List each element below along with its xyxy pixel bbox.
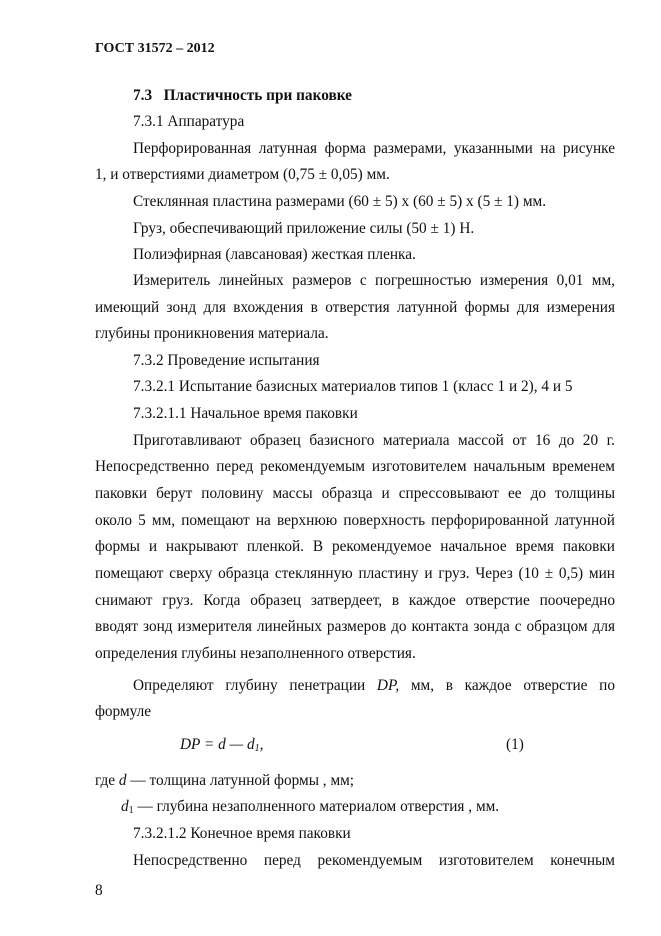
subsection-heading: 7.3.2 Проведение испытания xyxy=(133,352,320,369)
formula: DP = d — $d_1$, xyxy=(180,736,264,754)
paragraph-line: Непосредственно перед рекомендуемым изготовителем конечным xyxy=(133,852,615,869)
section-heading xyxy=(133,87,352,105)
subsection-heading: 7.3.2.1.2 Конечное время паковки xyxy=(133,825,351,842)
paragraph-line: Полиэфирная (лавсановая) жесткая пленка. xyxy=(133,246,416,263)
paragraph-line: Груз, обеспечивающий приложение силы (50 ± 1) Н. xyxy=(133,220,475,237)
paragraph-line: Приготавливают образец базисного материала массой от 16 до 20 г. xyxy=(133,432,615,449)
paragraph-line: 1, и отверстиями диаметром (0,75 ± 0,05) мм. xyxy=(95,166,390,183)
paragraph-line: имеющий зонд для вхождения в отверстия латунной формы для измерения xyxy=(95,299,615,316)
section-title: Пластичность при паковке xyxy=(163,87,352,104)
paragraph-line: вводят зонд измерителя линейных размеров до контакта зонда с образцом для xyxy=(95,618,615,635)
paragraph-line: формы и накрывают пленкой. В рекомендуемое начальное время паковки xyxy=(95,538,615,555)
paragraph-line: Непосредственно перед рекомендуемым изготовителем начальным временем xyxy=(95,458,615,475)
paragraph-line: определения глубины незаполненного отверстия. xyxy=(95,645,416,662)
paragraph-line: около 5 мм, помещают на верхнюю поверхность перфорированной латунной xyxy=(95,512,615,529)
where-line: где d — толщина латунной формы , мм; xyxy=(95,772,355,789)
where-line: $d_1$ — глубина незаполненного материалом отверстия , мм. xyxy=(121,798,500,816)
paragraph-line: Стеклянная пластина размерами (60 ± 5) x (60 ± 5) x (5 ± 1) мм. xyxy=(133,193,547,210)
section-number: 7.3 xyxy=(133,87,153,104)
paragraph-line: формуле xyxy=(95,703,152,720)
paragraph-line: паковки берут половину массы образца и спрессовывают ее до толщины xyxy=(95,485,615,502)
variable-dp: DP, xyxy=(376,677,400,694)
paragraph-line: глубины проникновения материала. xyxy=(95,325,329,342)
subsection-heading: 7.3.2.1.1 Начальное время паковки xyxy=(133,405,358,422)
paragraph-line: Определяют глубину пенетрации DP, мм, в каждое отверстие по xyxy=(133,677,616,694)
page-number: 8 xyxy=(95,882,103,899)
paragraph-line: снимают груз. Когда образец затвердеет, в каждое отверстие поочередно xyxy=(95,592,615,609)
paragraph-line: Перфорированная латунная форма размерами, указанными на рисунке xyxy=(133,140,615,157)
subsection-heading: 7.3.1 Аппаратура xyxy=(133,113,245,130)
paragraph-line: помещают сверху образца стеклянную пластину и груз. Через (10 ± 0,5) мин xyxy=(95,565,615,582)
formula-number: (1) xyxy=(506,736,524,753)
subsection-heading: 7.3.2.1 Испытание базисных материалов типов 1 (класс 1 и 2), 4 и 5 xyxy=(133,378,573,395)
document-header: ГОСТ 31572 – 2012 xyxy=(95,41,215,56)
paragraph-line: Измеритель линейных размеров с погрешностью измерения 0,01 мм, xyxy=(133,272,615,289)
